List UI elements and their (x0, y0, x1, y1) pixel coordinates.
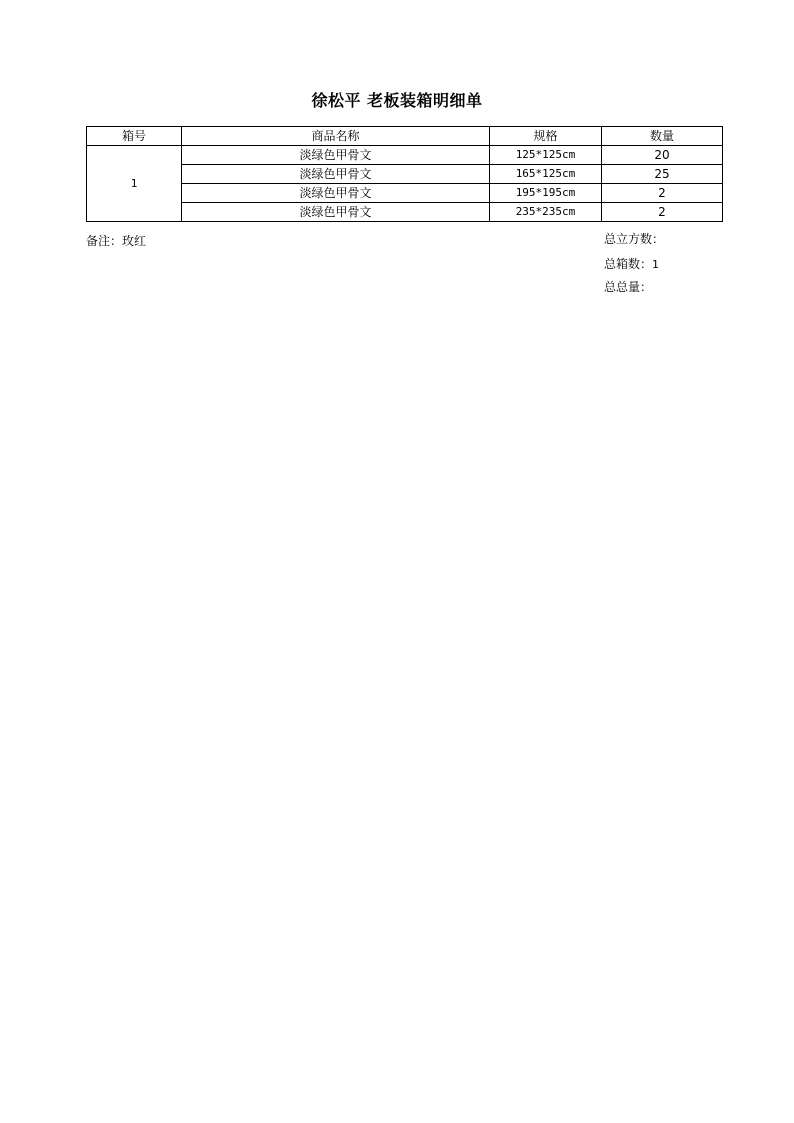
quantity-cell: 20 (602, 146, 723, 165)
table-row (87, 146, 723, 165)
total-boxes-label: 总箱数： (604, 257, 653, 271)
document-title: 徐松平 老板装箱明细单 (311, 91, 483, 110)
box-number-cell: 1 (87, 146, 182, 222)
table-row (87, 184, 723, 203)
product-name-cell: 淡绿色甲骨文 (182, 165, 490, 184)
total-boxes (604, 255, 659, 272)
table-header-row (87, 127, 723, 146)
product-name-cell: 淡绿色甲骨文 (182, 146, 490, 165)
header-quantity: 数量 (602, 127, 723, 146)
quantity-cell: 2 (602, 203, 723, 222)
header-spec: 规格 (490, 127, 602, 146)
table-row (87, 165, 723, 184)
product-name-cell: 淡绿色甲骨文 (182, 184, 490, 203)
quantity-cell: 2 (602, 184, 723, 203)
spec-cell: 125*125cm (490, 146, 602, 165)
remark-note: 备注：玫红 (86, 234, 147, 248)
product-name-cell: 淡绿色甲骨文 (182, 203, 490, 222)
total-weight-label: 总总量： (604, 280, 653, 294)
total-volume-label: 总立方数： (604, 232, 665, 246)
quantity-cell: 25 (602, 165, 723, 184)
total-boxes-value: 1 (652, 258, 659, 271)
header-product-name: 商品名称 (182, 127, 490, 146)
header-box-no: 箱号 (87, 127, 182, 146)
spec-cell: 165*125cm (490, 165, 602, 184)
spec-cell: 195*195cm (490, 184, 602, 203)
spec-cell: 235*235cm (490, 203, 602, 222)
table-row (87, 203, 723, 222)
packing-list-table (86, 126, 723, 222)
